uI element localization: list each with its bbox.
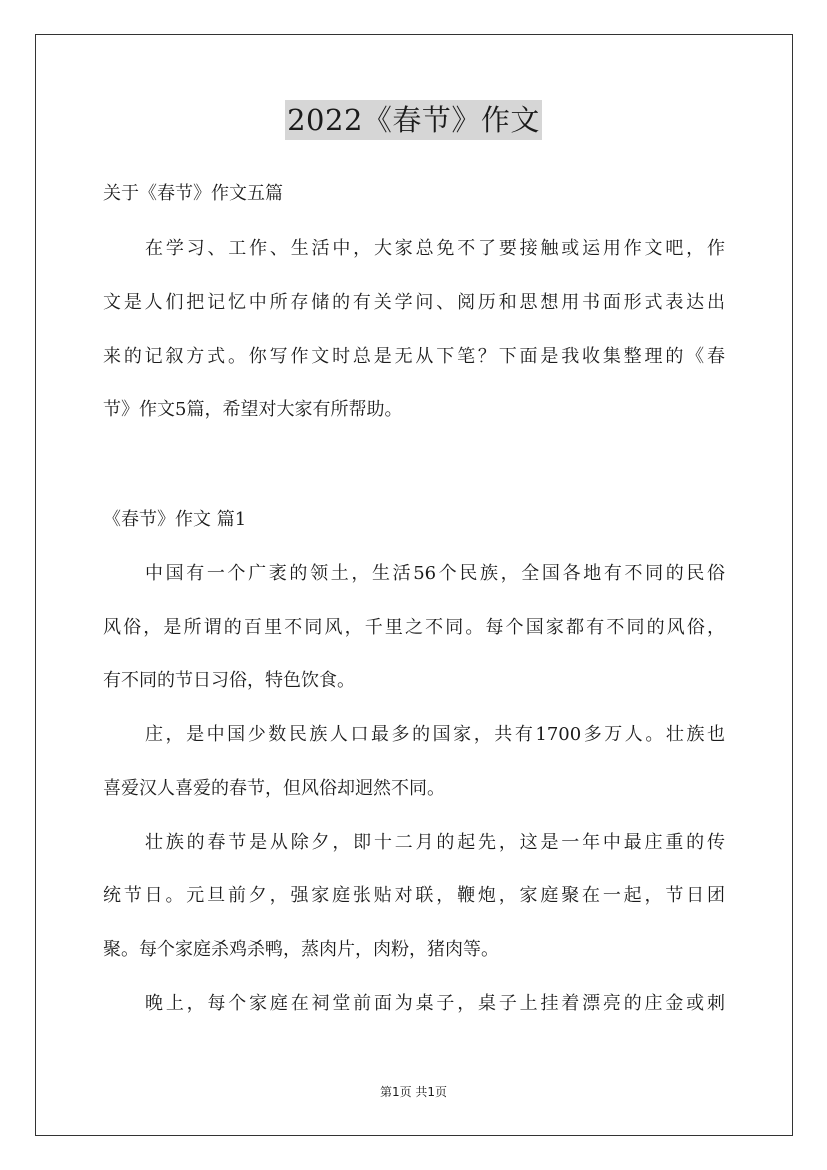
paragraph-line: 喜爱汉人喜爱的春节，但风俗却迥然不同。 xyxy=(103,778,445,799)
paragraph-line: 壮族的春节是从除夕，即十二月的起先，这是一年中最庄重的传 xyxy=(145,832,725,853)
section-heading: 《春节》作文 篇1 xyxy=(103,509,247,530)
paragraph-line: 统节日。元旦前夕，强家庭张贴对联，鞭炮，家庭聚在一起，节日团 xyxy=(103,885,725,906)
intro-line: 来的记叙方式。你写作文时总是无从下笔？下面是我收集整理的《春 xyxy=(103,346,725,367)
intro-line: 节》作文5篇，希望对大家有所帮助。 xyxy=(103,399,403,420)
intro-line: 文是人们把记忆中所存储的有关学问、阅历和思想用书面形式表达出 xyxy=(103,292,725,313)
title-container xyxy=(0,100,827,140)
document-title: 2022《春节》作文 xyxy=(285,100,542,140)
paragraph-line: 聚。每个家庭杀鸡杀鸭，蒸肉片，肉粉，猪肉等。 xyxy=(103,939,499,960)
page-footer: 第1页 共1页 xyxy=(379,1085,448,1099)
paragraph-line: 有不同的节日习俗，特色饮食。 xyxy=(103,670,355,691)
paragraph-line: 晚上，每个家庭在祠堂前面为桌子，桌子上挂着漂亮的庄金或刺 xyxy=(145,993,725,1014)
paragraph-line: 中国有一个广袤的领土，生活56个民族，全国各地有不同的民俗 xyxy=(145,563,725,584)
intro-line: 在学习、工作、生活中，大家总免不了要接触或运用作文吧，作 xyxy=(145,238,725,259)
paragraph-line: 庄，是中国少数民族人口最多的国家，共有1700多万人。壮族也 xyxy=(145,724,725,745)
subtitle: 关于《春节》作文五篇 xyxy=(103,183,283,204)
paragraph-line: 风俗，是所谓的百里不同风，千里之不同。每个国家都有不同的风俗， xyxy=(103,617,725,638)
